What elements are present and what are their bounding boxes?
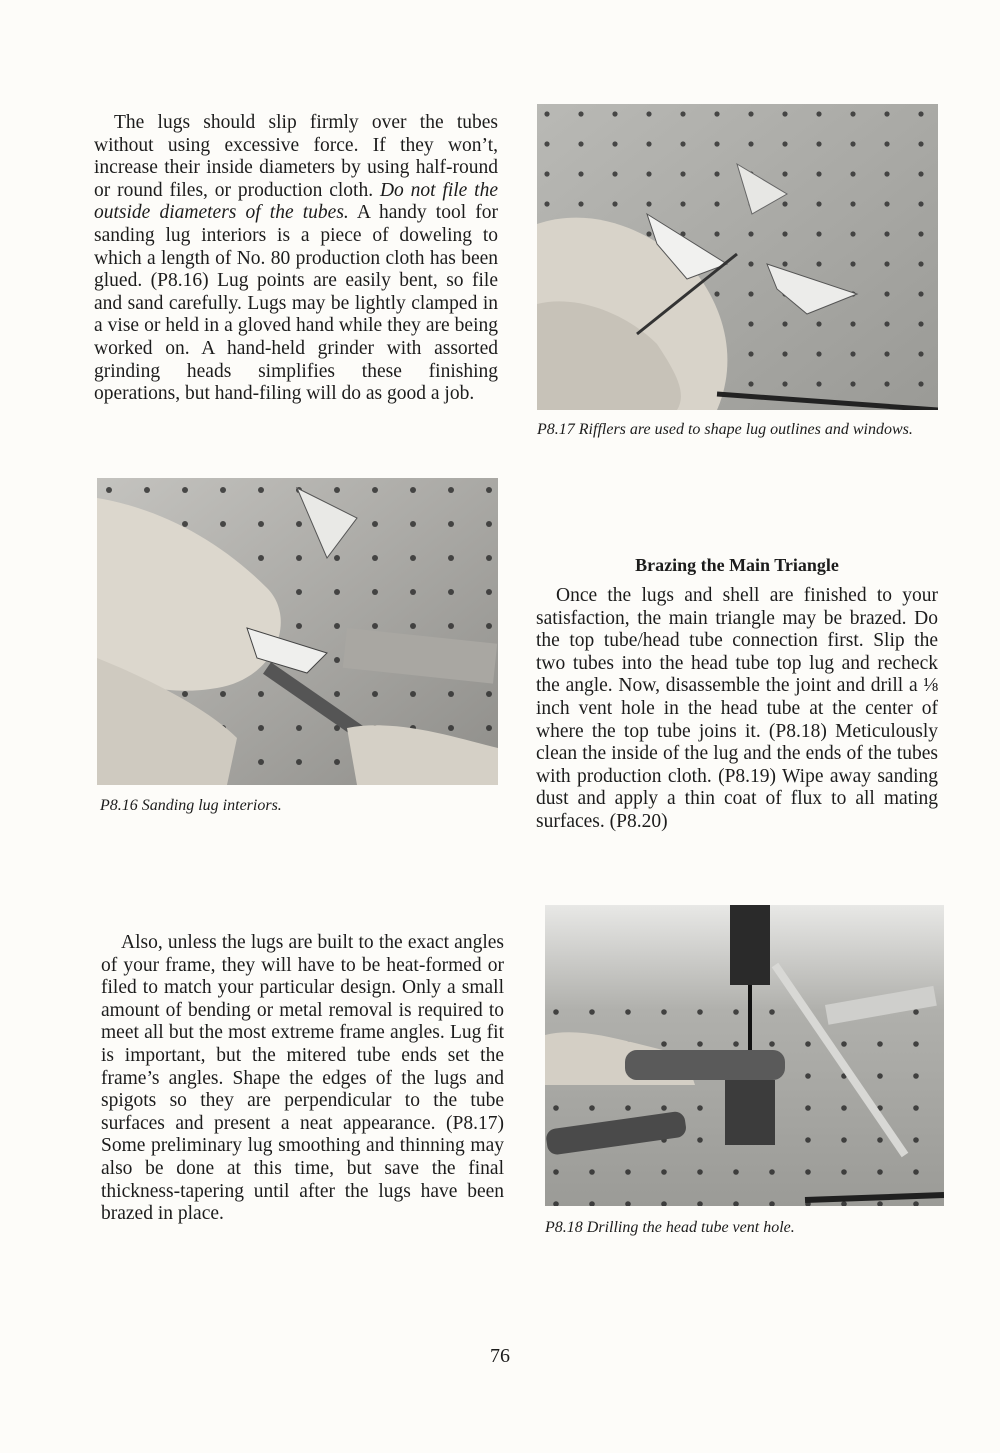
para3-text: Also, unless the lugs are built to the exact angles of your frame, they will have to be heat-formed or filed to match your particular design. Only a small amount of bending or metal removal is required to meet all but the most extreme frame angles. Lug fit is important, but the mitered tube ends set the frame’s angles. Shape the edges of the lugs and spigots so they are perpendicular to the tube surfaces and present a neat appearance. (P8.17) Some preliminary lug smoothing and thinning may also be done at this time, but save the final thickness-tapering until after the lugs have been brazed in place. [101, 932, 504, 1225]
caption-p8-16-number: P8.16 [100, 797, 138, 814]
photo-rifflers [537, 104, 938, 410]
caption-p8-18 [545, 1218, 944, 1237]
caption-p8-16-text: Sanding lug interiors. [141, 797, 282, 814]
para1-text-a: The lugs should slip firmly over the tubes without using excessive force. If they won’t, increase their inside diameters by using half-round or round files, or production cloth. [94, 112, 498, 201]
caption-p8-16 [100, 796, 498, 815]
para2-text-b: inch vent hole in the head tube at the center of where the top tube joins it. (P8.18) Meticulously clean the inside of the lug and the ends of the tubes with production cloth. (P8.19) Wipe away sanding dust and apply a thin coat of flux to all mating surfaces. (P8.20) [536, 697, 938, 832]
caption-p8-17 [537, 420, 937, 439]
caption-p8-17-text: Rifflers are used to shape lug outlines and windows. [578, 421, 913, 438]
paragraph-brazing [536, 585, 938, 834]
page-number: 76 [490, 1345, 510, 1367]
photo-drilling [545, 905, 944, 1206]
fraction-eighth: ⅛ [923, 675, 938, 697]
paragraph-lugs-fit [94, 112, 498, 406]
caption-p8-18-number: P8.18 [545, 1219, 583, 1236]
para2-text-a: Once the lugs and shell are finished to your satisfaction, the main triangle may be brazed. Do the top tube/head tube connection first. Slip the two tubes into the head tube top lug and recheck the angle. Now, disassemble the joint and drill a [536, 585, 938, 697]
caption-p8-17-number: P8.17 [537, 421, 575, 438]
para1-emphasis: Do not file the outside diameters of the tubes. [94, 179, 498, 224]
paragraph-lug-angles [101, 932, 504, 1226]
caption-p8-18-text: Drilling the head tube vent hole. [586, 1219, 795, 1236]
section-heading: Brazing the Main Triangle [635, 555, 839, 575]
photo-sanding-lug [97, 478, 498, 785]
para1-text-b: A handy tool for sanding lug interiors is a piece of doweling to which a length of No. 80 production cloth has been glued. (P8.16) Lug points are easily bent, so file and sand carefully. Lugs may be lightly clamped in a vise or held in a gloved hand while they are being worked on. A hand-held grinder with assorted grinding heads simplifies these finishing operations, but hand-filing will do as good a job. [94, 202, 498, 405]
